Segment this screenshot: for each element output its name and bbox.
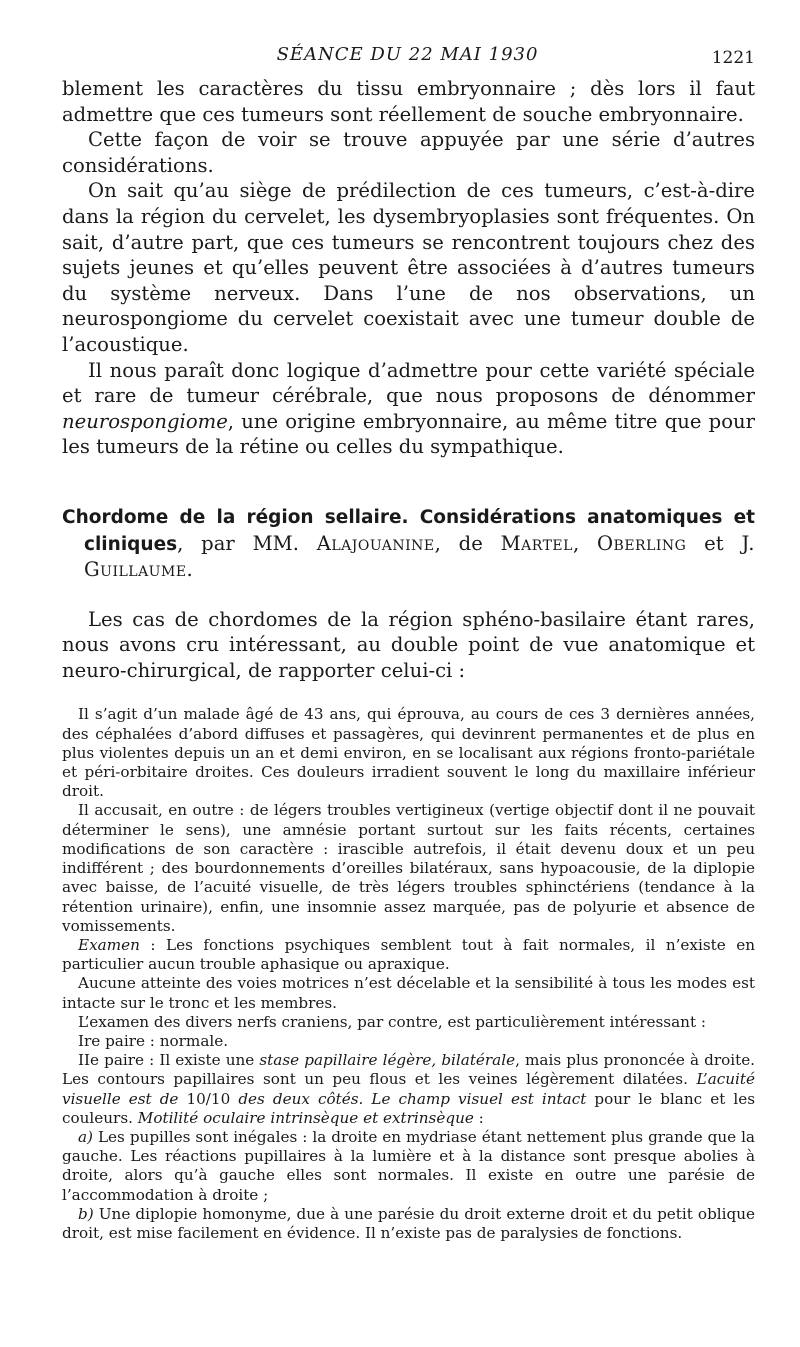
- paragraph: [62, 1051, 755, 1128]
- text-run: :: [473, 1108, 484, 1127]
- text-run: Il nous paraît donc logique d’admettre pour cette variété spéciale et rare de tumeur cérébrale, que nous proposons de dénommer: [62, 358, 755, 408]
- paragraph: On sait qu’au siège de prédilection de ces tumeurs, c’est-à-dire dans la région du cervelet, les dysembryoplasies sont fréquentes. On sait, d’autre part, que ces tumeurs se rencontrent toujours chez des sujets jeunes et qu’elles peuvent être associées à d’autres tumeurs du système nerveux. Dans l’une de nos observations, un neurospongiome du cervelet coexistait avec une tumeur double de l’acoustique.: [62, 179, 755, 356]
- text-run: , une origine embryonnaire, au même titre que pour les tumeurs de la rétine ou celles du sympathique.: [62, 409, 755, 459]
- text-run: Une diplopie homonyme, due à une parésie du droit externe droit et du petit oblique droit, est mise facilement en évidence. Il n’existe pas de paralysies de fonctions.: [62, 1204, 755, 1242]
- paragraph: Les cas de chordomes de la région sphéno-basilaire étant rares, nous avons cru intéressant, au double point de vue anatomique et neuro-chirurgical, de rapporter celui-ci :: [62, 607, 755, 682]
- article-intro: [62, 607, 755, 684]
- italic-text: Motilité oculaire intrinsèque et extrinsèque: [137, 1108, 474, 1127]
- text-run: , mais plus prononcée à droite. Les contours papillaires sont un peu flous et les veines légèrement dilatées.: [62, 1051, 756, 1089]
- author-name: J. Guillaume: [84, 531, 756, 582]
- italic-text: des deux côtés. Le champ visuel est intact: [238, 1089, 587, 1108]
- paragraph: Il s’agit d’un malade âgé de 43 ans, qui éprouva, au cours de ces 3 dernières années, des céphalées d’abord diffuses et passagères, qui devinrent permanentes et de plus en plus violentes depuis un an et demi environ, en se localisant aux régions fronto-pariétale et péri-orbitaire droites. Ces douleurs irradient souvent le long du maxillaire inférieur droit.: [62, 705, 755, 801]
- text-run: IIe paire : Il existe une: [78, 1051, 260, 1070]
- paragraph: L’examen des divers nerfs craniens, par contre, est particulièrement intéressant :: [78, 1012, 706, 1031]
- text-run: pour le blanc et les couleurs.: [62, 1089, 755, 1127]
- section-heading: [62, 504, 755, 583]
- italic-text: L’acuité visuelle est de: [62, 1070, 755, 1108]
- paragraph: Ire paire : normale.: [78, 1031, 229, 1050]
- paragraph: Aucune atteinte des voies motrices n’est décelable et la sensibilité à tous les modes est intacte sur le tronc et les membres.: [62, 974, 755, 1012]
- text-run: , de: [434, 531, 501, 555]
- page-number: 1221: [711, 48, 755, 68]
- text-run: ,: [572, 531, 597, 555]
- case-report: [62, 705, 755, 1243]
- text-run: , par MM.: [177, 531, 317, 555]
- italic-text: stase papillaire légère, bilatérale: [259, 1051, 516, 1070]
- list-marker: a): [78, 1127, 93, 1146]
- page-header: [60, 44, 755, 74]
- paragraph: blement les caractères du tissu embryonnaire ; dès lors il faut admettre que ces tumeurs sont réellement de souche embryonnaire.: [62, 77, 755, 126]
- section-title: Chordome de la région sellaire. Considérations anatomiques et cliniques: [62, 506, 755, 555]
- author-name: Alajouanine: [316, 531, 435, 555]
- running-title: SÉANCE DU 22 MAI 1930: [276, 44, 539, 65]
- paragraph: [62, 936, 755, 974]
- author-name: Oberling: [596, 531, 687, 555]
- page-body: [62, 76, 755, 1243]
- italic-label: Examen: [78, 935, 140, 954]
- author-name: Martel: [500, 531, 573, 555]
- text-run: Les pupilles sont inégales : la droite en mydriase étant nettement plus grande que la gauche. Les réactions pupillaires à la lumière et à la distance sont presque abolies à droite, alors qu’à gauche elles sont normales. Il existe en outre une parésie de l’accommodation à droite ;: [62, 1127, 755, 1204]
- list-marker: b): [78, 1204, 94, 1223]
- text-run: .: [186, 558, 193, 582]
- text-run: : Les fonctions psychiques semblent tout à fait normales, il n’existe en particulier aucun trouble aphasique ou apraxique.: [62, 935, 755, 974]
- italic-term: neurospongiome: [62, 409, 228, 433]
- text-run: et: [686, 531, 742, 555]
- paragraph: [62, 1128, 755, 1205]
- paragraph: [62, 358, 755, 460]
- paragraph: Il accusait, en outre : de légers troubles vertigineux (vertige objectif dont il ne pouvait déterminer le sens), une amnésie portant surtout sur les faits récents, certaines modifications de son caractère : irascible autrefois, il était devenu doux et un peu indifférent ; des bourdonnements d’oreilles bilatéraux, sans hypoacousie, de la diplopie avec baisse, de l’acuité visuelle, de très légers troubles sphinctériens (tendance à la rétention urinaire), enfin, une insomnie assez marquée, pas de polyurie et absence de vomissements.: [62, 801, 755, 935]
- paragraph: [62, 1205, 755, 1243]
- previous-article-continuation: [62, 76, 755, 460]
- paragraph: Cette façon de voir se trouve appuyée par une série d’autres considérations.: [62, 128, 755, 177]
- text-run: 10/10: [178, 1089, 239, 1108]
